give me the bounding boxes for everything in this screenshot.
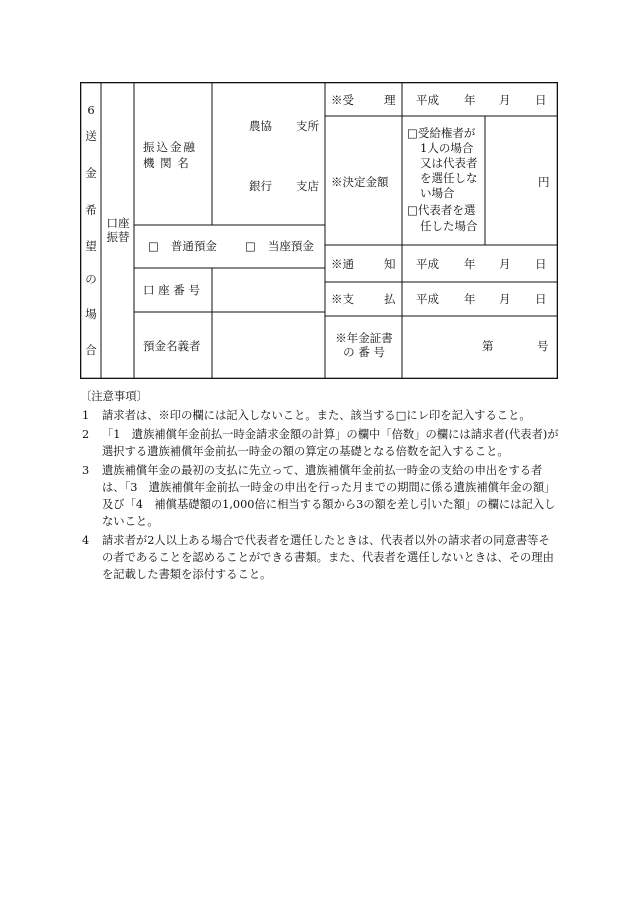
branch-suffix: 支店 — [296, 179, 319, 193]
date-era: 平成 — [416, 292, 439, 306]
condition-representative-option[interactable]: □代表者を選 — [407, 203, 476, 217]
account-holder-label: 預金名義者 — [143, 339, 201, 353]
section-title-char: 場 — [85, 307, 97, 321]
date-day: 日 — [535, 292, 547, 306]
branch-office-label: 支所 — [296, 119, 319, 133]
condition-text: 又は代表者 — [420, 156, 478, 170]
cert-number-prefix: 第 — [482, 339, 494, 353]
condition-text: 1人の場合 — [420, 141, 474, 155]
section-title-char: 希 — [85, 203, 97, 217]
date-month: 月 — [499, 257, 511, 271]
date-month: 月 — [499, 292, 511, 306]
notice-label: 知 — [384, 257, 396, 271]
yen-unit: 円 — [538, 175, 550, 189]
section-title-char: 合 — [85, 343, 97, 357]
condition-text: い場合 — [420, 186, 455, 200]
condition-text: を選任しな — [420, 171, 478, 185]
date-month: 月 — [499, 93, 511, 107]
receipt-label: 理 — [384, 93, 396, 107]
bank-label: 振込金融 — [143, 140, 197, 154]
date-day: 日 — [535, 93, 547, 107]
bank-suffix: 銀行 — [249, 179, 272, 193]
notice-label: ※通 — [331, 257, 354, 271]
note-item: 4 請求者が2人以上ある場合で代表者を選任したときは、代表者以外の請求者の同意書等その者であることを認めることができる書類。また、代表者を選任しないときは、その理由を記載した書類を添付すること。 — [82, 534, 554, 581]
checkbox[interactable]: □ — [245, 239, 256, 253]
receipt-label: ※受 — [331, 93, 354, 107]
checkbox[interactable]: □ — [148, 239, 159, 253]
payment-label: ※支 — [331, 292, 354, 306]
section-title-char: の — [85, 272, 97, 286]
transfer-method: 口座 振替 — [106, 216, 130, 244]
date-day: 日 — [535, 257, 547, 271]
bank-label: 機 関 名 — [143, 156, 190, 170]
date-era: 平成 — [416, 93, 439, 107]
date-year: 年 — [464, 292, 476, 306]
pension-cert-label: ※年金証書 の 番 号 — [335, 331, 393, 359]
current-deposit-option[interactable]: □ 当座預金 — [245, 239, 314, 253]
condition-text: 任した場合 — [420, 219, 478, 233]
section-title-char: 望 — [85, 239, 97, 253]
payment-label: 払 — [384, 292, 396, 306]
checkbox[interactable]: □ — [407, 126, 418, 140]
date-year: 年 — [464, 257, 476, 271]
section-title-char: 送 — [85, 129, 97, 143]
remittance-form — [80, 82, 558, 379]
condition-single-option[interactable]: □受給権者が — [407, 126, 476, 140]
section-title-char: 金 — [85, 166, 97, 180]
account-number-label: 口 座 番 号 — [143, 283, 200, 297]
notes-title: 〔注意事項〕 — [80, 390, 148, 403]
cert-number-suffix: 号 — [537, 339, 549, 353]
section-number: 6 — [87, 103, 95, 117]
ordinary-deposit-option[interactable]: □ 普通預金 — [148, 239, 217, 253]
note-item: 2 「1 遺族補償年金前払一時金請求金額の計算」の欄中「倍数」の欄には請求者(代表者)が選択する遺族補償年金前払一時金の額の算定の基礎となる倍数を記入すること。 — [82, 428, 559, 458]
checkbox[interactable]: □ — [407, 203, 418, 217]
agri-coop-label: 農協 — [249, 119, 272, 133]
note-item: 1 請求者は、※印の欄には記入しないこと。また、該当する□にレ印を記入すること。 — [82, 409, 531, 422]
notes-section — [80, 388, 560, 583]
note-item: 3 遺族補償年金の最初の支払に先立って、遺族補償年金前払一時金の支給の申出をする者は、「3 遺族補償年金前払一時金の申出を行った月までの期間に係る遺族補償年金の額」及び「4 補償基礎額の1,000倍に相当する額から3の額を差し引いた額」の欄には記入しないこと。 — [82, 464, 556, 528]
date-era: 平成 — [416, 257, 439, 271]
date-year: 年 — [464, 93, 476, 107]
form-grid — [80, 82, 558, 379]
decision-amount-label: ※決定金額 — [331, 175, 389, 189]
